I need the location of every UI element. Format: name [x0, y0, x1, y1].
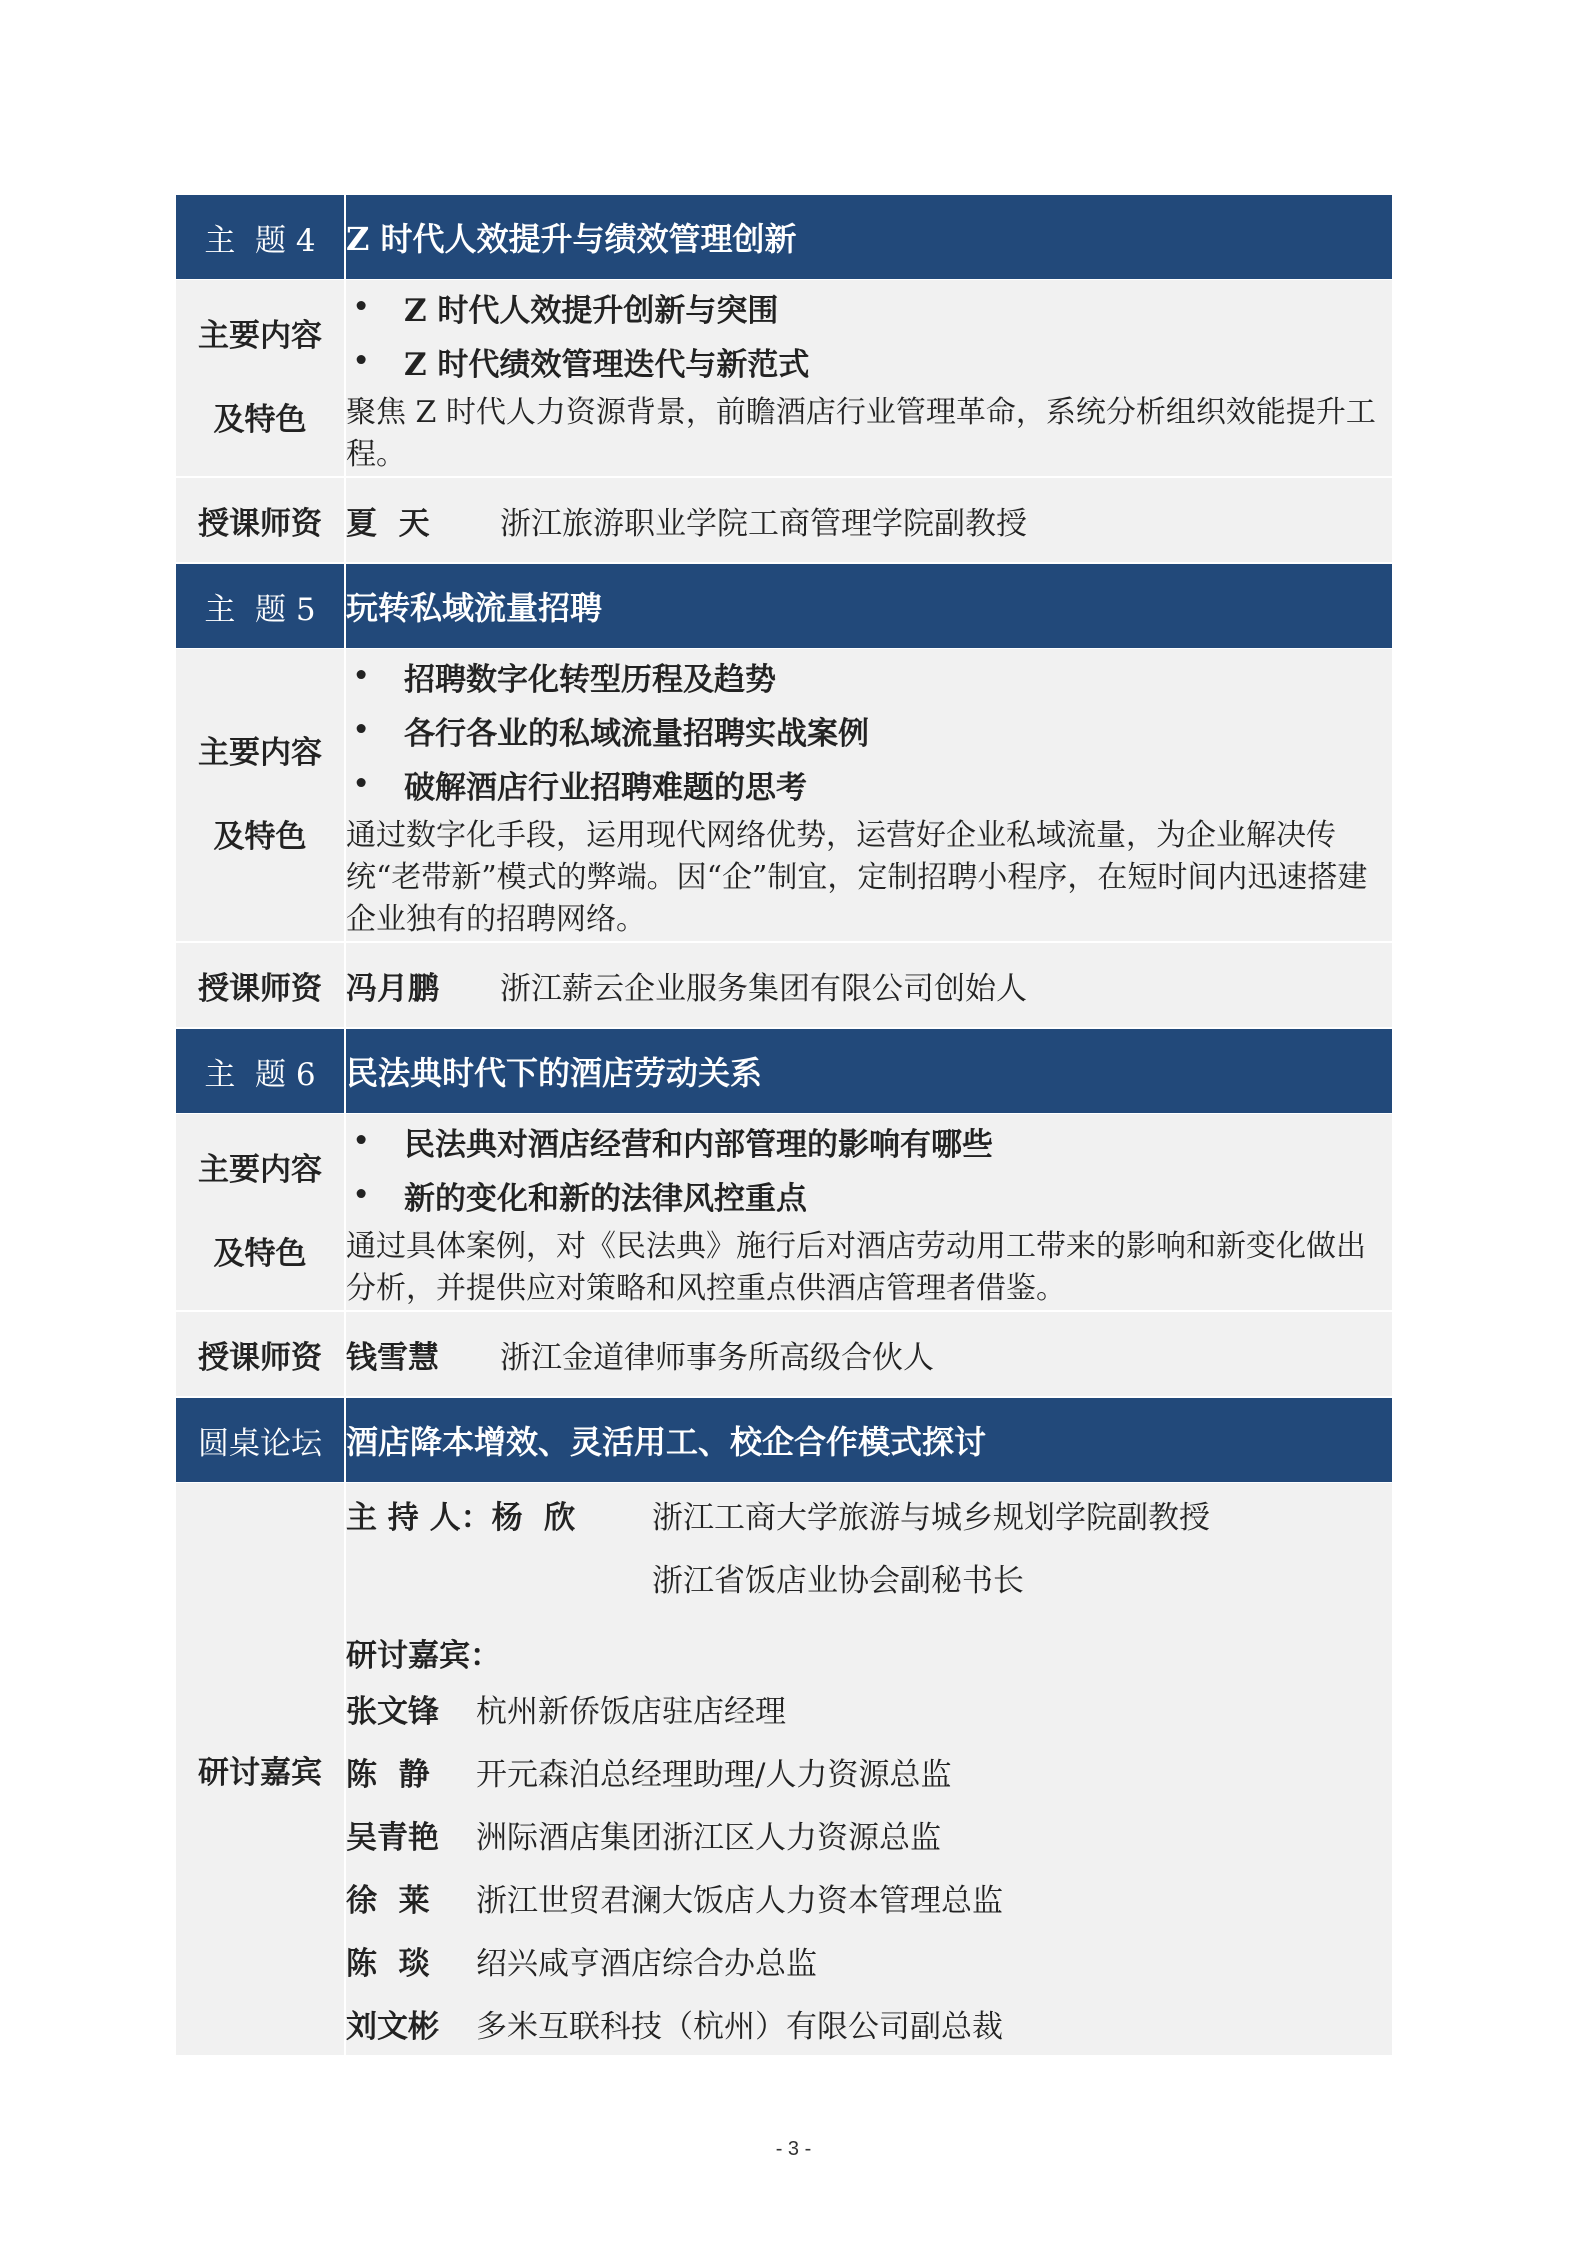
teacher-cell: [346, 943, 1392, 1029]
bullet-item: [346, 703, 1392, 757]
guest-name: 陈 静: [346, 1757, 430, 1793]
page-number: - 3 -: [775, 2138, 812, 2160]
bullet-item: [346, 649, 1392, 703]
teacher-title: 浙江旅游职业学院工商管理学院副教授: [500, 505, 1027, 542]
bullet-text: Z 时代人效提升创新与突围: [404, 292, 779, 329]
host-row: [346, 1483, 1392, 1546]
bullet-text: 民法典对酒店经营和内部管理的影响有哪些: [404, 1126, 993, 1163]
topic-6-teacher-row: [176, 1312, 1392, 1398]
guest-title: 多米互联科技（杭州）有限公司副总裁: [476, 2009, 1003, 2045]
guest-item: [346, 1992, 1392, 2055]
teacher-cell: [346, 478, 1392, 564]
description: 聚焦 Z 时代人力资源背景，前瞻酒店行业管理革命，系统分析组织效能提升工程。: [346, 395, 1376, 472]
content-label: [176, 1114, 346, 1312]
bullet-dot-icon: •: [352, 658, 371, 694]
description: 通过数字化手段，运用现代网络优势，运营好企业私域流量，为企业解决传统“老带新”模式的弊端。因“企”制宜，定制招聘小程序，在短时间内迅速搭建企业独有的招聘网络。: [346, 818, 1368, 937]
bullet-dot-icon: •: [352, 343, 371, 379]
content-label-line-1: 主要内容: [198, 1152, 322, 1188]
teacher-label: 授课师资: [176, 943, 346, 1029]
content-label-line-2: 及特色: [213, 402, 307, 438]
bullet-dot-icon: •: [352, 289, 371, 325]
guest-title: 绍兴咸亨酒店综合办总监: [476, 1946, 817, 1982]
host-title-1: 浙江工商大学旅游与城乡规划学院副教授: [652, 1500, 1210, 1536]
guest-item: [346, 1929, 1392, 1992]
topic-4-header-row: [176, 195, 1392, 280]
bullet-text: 招聘数字化转型历程及趋势: [404, 661, 776, 698]
host-title-2: 浙江省饭店业协会副秘书长: [652, 1563, 1024, 1599]
guest-name: 吴青艳: [346, 1820, 439, 1856]
topic-6-content-row: [176, 1114, 1392, 1312]
teacher-title: 浙江薪云企业服务集团有限公司创始人: [500, 970, 1027, 1007]
forum-content-cell: [346, 1483, 1392, 2055]
topic-6-header-row: [176, 1029, 1392, 1114]
bullet-item: [346, 334, 1392, 388]
guest-item: [346, 1677, 1392, 1740]
content-label: [176, 280, 346, 478]
bullet-dot-icon: •: [352, 1123, 371, 1159]
description: 通过具体案例，对《民法典》施行后对酒店劳动用工带来的影响和新变化做出分析，并提供应对策略和风控重点供酒店管理者借鉴。: [346, 1229, 1366, 1306]
forum-body-label: 研讨嘉宾: [176, 1483, 346, 2055]
bullet-text: 破解酒店行业招聘难题的思考: [404, 769, 807, 806]
content-label-line-2: 及特色: [213, 1236, 307, 1272]
teacher-title: 浙江金道律师事务所高级合伙人: [500, 1339, 934, 1376]
bullet-dot-icon: •: [352, 1177, 371, 1213]
content-cell: [346, 649, 1392, 943]
topic-5-content-row: [176, 649, 1392, 943]
content-label: [176, 649, 346, 943]
forum-label: 圆桌论坛: [176, 1398, 346, 1483]
guest-name: 徐 莱: [346, 1883, 430, 1919]
topic-label: 主 题 6: [176, 1029, 346, 1114]
forum-header-row: [176, 1398, 1392, 1483]
forum-body-row: [176, 1483, 1392, 2055]
content-label-line-1: 主要内容: [198, 318, 322, 354]
topic-title: Z 时代人效提升与绩效管理创新: [346, 195, 1392, 280]
bullet-item: [346, 1168, 1392, 1222]
bullet-dot-icon: •: [352, 766, 371, 802]
teacher-name: 冯月鹏: [346, 970, 439, 1007]
content-cell: [346, 1114, 1392, 1312]
content-label-line-2: 及特色: [213, 819, 307, 855]
guest-name: 刘文彬: [346, 2009, 439, 2045]
guest-name: 陈 琰: [346, 1946, 430, 1982]
bullet-text: Z 时代绩效管理迭代与新范式: [404, 346, 810, 383]
guest-item: [346, 1740, 1392, 1803]
topic-5-teacher-row: [176, 943, 1392, 1029]
topic-label: 主 题 4: [176, 195, 346, 280]
bullet-item: [346, 280, 1392, 334]
content-cell: [346, 280, 1392, 478]
guest-title: 杭州新侨饭店驻店经理: [476, 1694, 786, 1730]
teacher-label: 授课师资: [176, 1312, 346, 1398]
topic-4-teacher-row: [176, 478, 1392, 564]
host-label: 主 持 人：杨 欣: [346, 1500, 576, 1536]
agenda-table: [176, 195, 1392, 2055]
bullet-dot-icon: •: [352, 712, 371, 748]
topic-4-content-row: [176, 280, 1392, 478]
guest-item: [346, 1866, 1392, 1929]
guest-item: [346, 1803, 1392, 1866]
topic-5-header-row: [176, 564, 1392, 649]
forum-title: 酒店降本增效、灵活用工、校企合作模式探讨: [346, 1398, 1392, 1483]
guest-title: 洲际酒店集团浙江区人力资源总监: [476, 1820, 941, 1856]
guest-name: 张文锋: [346, 1694, 439, 1730]
content-label-line-1: 主要内容: [198, 735, 322, 771]
teacher-label: 授课师资: [176, 478, 346, 564]
bullet-text: 新的变化和新的法律风控重点: [404, 1180, 807, 1217]
topic-label: 主 题 5: [176, 564, 346, 649]
teacher-name: 钱雪慧: [346, 1339, 439, 1376]
bullet-text: 各行各业的私域流量招聘实战案例: [404, 715, 869, 752]
topic-title: 民法典时代下的酒店劳动关系: [346, 1029, 1392, 1114]
bullet-item: [346, 1114, 1392, 1168]
bullet-item: [346, 757, 1392, 811]
teacher-name: 夏 天: [346, 505, 430, 542]
guest-title: 开元森泊总经理助理/人力资源总监: [476, 1757, 952, 1793]
topic-title: 玩转私域流量招聘: [346, 564, 1392, 649]
teacher-cell: [346, 1312, 1392, 1398]
guests-title: 研讨嘉宾：: [346, 1637, 501, 1674]
guest-title: 浙江世贸君澜大饭店人力资本管理总监: [476, 1883, 1003, 1919]
